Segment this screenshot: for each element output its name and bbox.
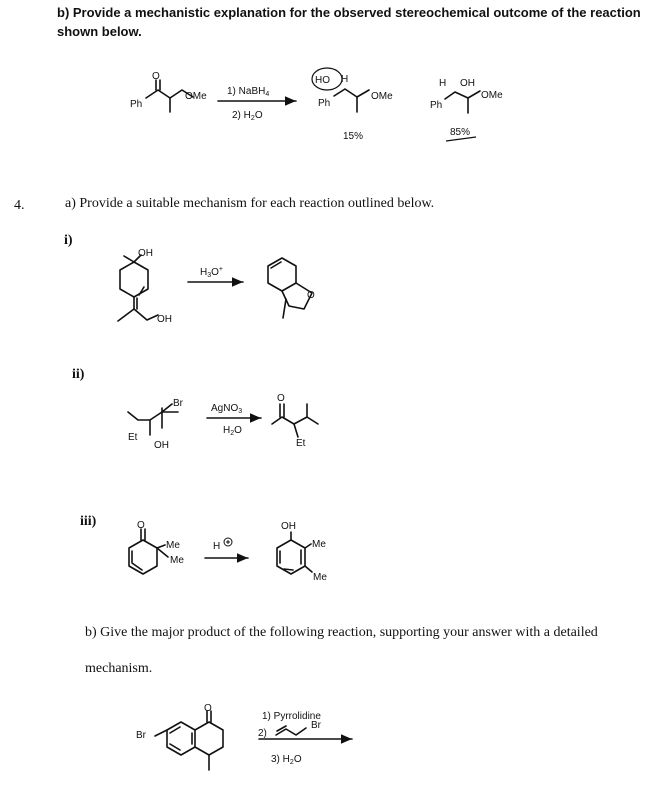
part-iii-reactant	[129, 520, 184, 574]
svg-text:Ph: Ph	[318, 98, 331, 109]
q3b-minor-product	[312, 68, 393, 142]
part-iii-label: iii)	[80, 514, 97, 529]
part-b-arrow	[258, 711, 352, 766]
q3b-reaction-arrow	[218, 86, 296, 122]
svg-text:Ph: Ph	[430, 100, 443, 111]
part-i-reactant	[118, 248, 172, 325]
sm-carbonyl-o: O	[152, 71, 160, 82]
part-iii-arrow	[205, 538, 248, 558]
yield-major: 85%	[450, 127, 471, 138]
question-number: 4.	[14, 198, 25, 213]
svg-text:H3O+: $H_3O^+$	[200, 266, 224, 279]
svg-text:Br: Br	[173, 398, 183, 409]
svg-text:1) Pyrrolidine: 1) Pyrrolidine	[262, 711, 321, 722]
part-i-arrow	[188, 266, 243, 282]
svg-text:OH: OH	[138, 248, 153, 259]
q3b-starting-ketone	[130, 71, 207, 112]
part-ii-reactant	[128, 398, 184, 451]
q3b-major-product	[430, 78, 503, 141]
part-i-product	[268, 258, 315, 318]
svg-text:Me: Me	[170, 555, 184, 566]
svg-text:Me: Me	[312, 539, 326, 550]
part-b-reactant	[136, 703, 223, 770]
q4b-prompt-line2: mechanism.	[85, 661, 153, 676]
svg-text:Me: Me	[166, 540, 180, 551]
svg-text:OH: OH	[460, 78, 475, 89]
svg-text:3) H2O: 3) $H_2O$	[271, 754, 302, 766]
svg-text:O: O	[137, 520, 145, 531]
svg-text:2) H2O: 2) $H_2O$	[232, 110, 263, 122]
svg-text:Me: Me	[313, 572, 327, 583]
svg-text:O: O	[277, 393, 285, 404]
svg-text:AgNO3: AgNO$_3$	[211, 403, 243, 415]
q3b-prompt-line2: shown below.	[57, 24, 142, 39]
q4a-prompt: a) Provide a suitable mechanism for each reaction outlined below.	[65, 196, 435, 211]
svg-text:OMe: OMe	[371, 91, 393, 102]
svg-text:OH: OH	[281, 521, 296, 532]
q3b-prompt-line1: b) Provide a mechanistic explanation for the observed stereochemical outcome of the reaction	[57, 5, 641, 20]
part-ii-label: ii)	[72, 367, 85, 382]
sm-ome: OMe	[185, 91, 207, 102]
svg-text:1) NaBH4: 1) NaBH$_4$	[227, 86, 270, 98]
svg-text:HO: HO	[315, 75, 330, 86]
svg-text:OMe: OMe	[481, 90, 503, 101]
svg-text:O: O	[307, 290, 315, 301]
part-ii-product	[272, 393, 318, 449]
svg-text:Br: Br	[311, 720, 321, 731]
svg-text:Et: Et	[296, 438, 306, 449]
svg-text:H: H	[341, 74, 349, 85]
svg-text:H: H	[213, 541, 221, 552]
part-ii-arrow	[207, 403, 261, 437]
sm-ph: Ph	[130, 99, 143, 110]
q4b-prompt-line1: b) Give the major product of the following reaction, supporting your answer with a detailed	[85, 625, 598, 640]
yield-minor: 15%	[343, 131, 364, 142]
svg-text:2): 2)	[258, 728, 267, 739]
svg-text:O: O	[204, 703, 212, 714]
svg-text:OH: OH	[154, 440, 169, 451]
part-i-label: i)	[64, 233, 73, 248]
svg-text:Br: Br	[136, 730, 146, 741]
svg-text:H: H	[439, 78, 447, 89]
svg-text:H2O: $H_2O$	[223, 425, 242, 437]
svg-text:OH: OH	[157, 314, 172, 325]
svg-text:Et: Et	[128, 432, 138, 443]
part-iii-product	[277, 521, 327, 583]
